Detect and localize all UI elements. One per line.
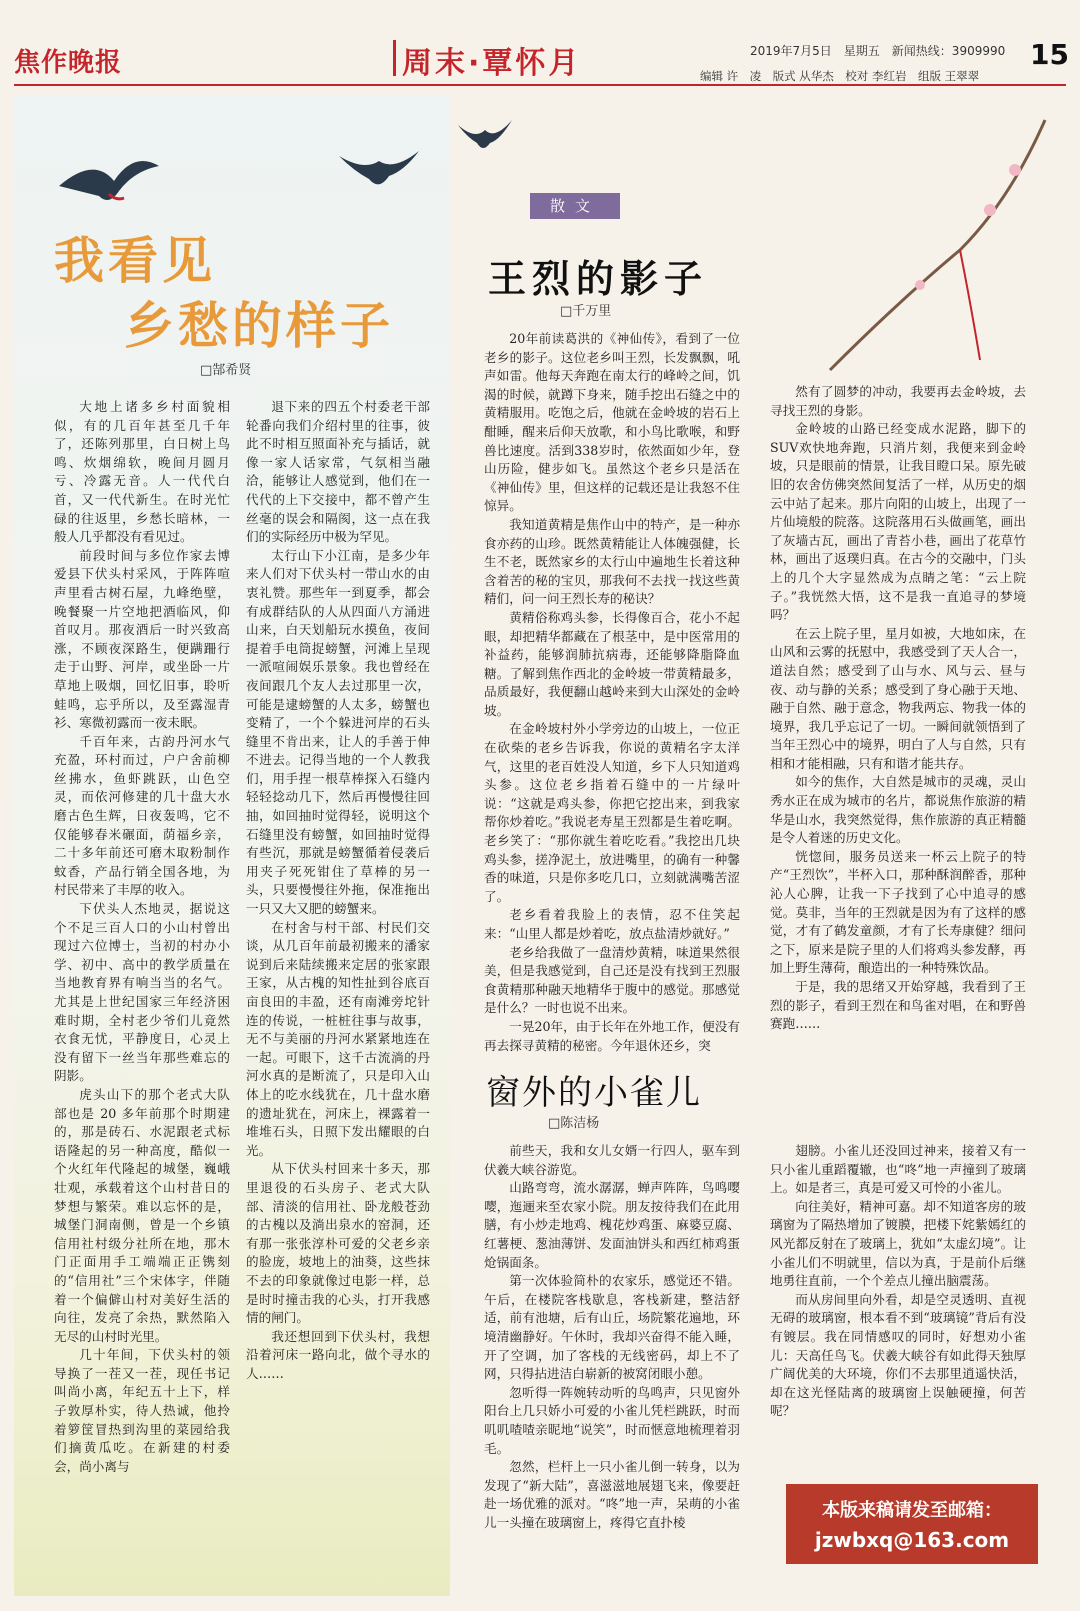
paragraph: 从下伏头村回来十多天，那里退役的石头房子、老式大队部、清淡的信用社、卧龙般苍劲的古槐以及淌出泉水的窑洞，还有那一张张淳朴可爱的父老乡亲的脸庞，坡地上的油葵，这些抹不去的印象就像过电影一样，总是时时撞击我的心头，打开我感情的闸门。 — [246, 1161, 430, 1326]
paragraph: 退下来的四五个村委老干部轮番向我们介绍村里的往事，彼此不时相互照面补充与插话，就像一家人话家常，气氛相当融洽，能够让人感觉到，他们在一代代的上下交接中，都不曾产生丝毫的误会和隔阂，这一点在我们的实际经历中极为罕见。 — [246, 399, 430, 545]
paragraph: 在金岭坡村外小学旁边的山坡上，一位正在砍柴的老乡告诉我，你说的黄精名字太洋气，这里的老百姓没人知道，乡下人只知道鸡头参。这位老乡指着石缝中的一片绿叶说：“这就是鸡头参，你把它挖出来，到我家帮你炒着吃。”我说老寿星王烈都是生着吃啊。老乡笑了：“那你就生着吃吃看。”我挖出几块鸡头参，搓净泥土，放进嘴里，的确有一种馨香的味道，只是你多吃几口，立刻就满嘴苦涩了。 — [484, 721, 740, 904]
article-title: 王烈的影子 — [488, 257, 709, 301]
paragraph: 翅膀。小雀儿还没回过神来，接着又有一只小雀儿重蹈覆辙，也“咚”地一声撞到了玻璃上。如是者三，真是可爱又可怜的小雀儿。 — [770, 1143, 1026, 1196]
paragraph: 前些天，我和女儿女婿一行四人，驱车到伏羲大峡谷游览。 — [484, 1143, 740, 1177]
submission-notice — [786, 1484, 1038, 1564]
paragraph: 20年前读葛洪的《神仙传》，看到了一位老乡的影子。这位老乡叫王烈，长发飘飘，吼声如雷。他每天奔跑在南太行的峰岭之间，饥渴的时候，就蹲下身来，随手挖出石缝之中的黄精服用。吃饱之后，他就在金岭坡的岩石上酣睡，醒来后仰天放歌，和小鸟比歌喉，和野兽比速度。活到338岁时，依然面如少年，登山历险，健步如飞。虽然这个老乡只是活在《神仙传》里，但这样的记载还是让我怒不住惊异。 — [484, 331, 740, 514]
paragraph: 山路弯弯，流水潺潺，蝉声阵阵，鸟鸣嘤嘤，迤逦来至农家小院。朋友按待我们在此用膳，有小炒走地鸡、槐花炒鸡蛋、麻婆豆腐、红薯梗、葱油薄饼、发面油饼头和西红柿鸡蛋炝锅面条。 — [484, 1180, 740, 1270]
section-divider — [393, 40, 396, 76]
swallow-icon — [54, 146, 164, 216]
paragraph: 虎头山下的那个老式大队部也是 20 多年前那个时期建的，那是砖石、水泥跟老式标语隆起的另一种高度，酷似一个火红年代隆起的城堡，巍峨壮观，承载着这个山村昔日的梦想与繁荣。难以忘怀的是，城堡门洞南侧，曾是一个乡镇信用社村级分社所在地，那木门正面用手工端端正正镌刻的“信用社”三个宋体字，伴随着一个偏僻山村对美好生活的向往，发亮了余热，默然陷入无尽的山村时光里。 — [54, 1086, 230, 1344]
article-byline: □陈洁杨 — [548, 1116, 600, 1131]
article-title-line2: 乡愁的样子 — [124, 297, 394, 355]
article-byline: □郜希贤 — [200, 363, 252, 378]
article-panel-left — [14, 96, 450, 1596]
paragraph: 几十年间，下伏头村的领导换了一茬又一茬，现任书记叫尚小离，年纪五十上下，样子敦厚朴实，待人热诚，他拎着箩筐冒热到沟里的菜园给我们摘黄瓜吃。在新建的村委会，尚小离与 — [54, 1347, 230, 1474]
submission-email[interactable]: jzwbxq@163.com — [814, 1528, 1010, 1552]
page-number: 15 — [1030, 38, 1069, 71]
article-column-2 — [770, 1142, 1026, 1421]
paragraph: 在村舍与村干部、村民们交谈，从几百年前最初搬来的潘家说到后来陆续搬来定居的张家跟王家，从古槐的知性扯到谷底百亩良田的丰盈，还有南滩旁坨针连的传说，一桩桩往事与故事，无不与美丽的丹河水紧紧地连在一起。可眼下，这千古流淌的丹河水真的是断流了，只是印入山体上的吃水线犹在，几十盘水磨的遗址犹在，河床上，裸露着一堆堆石头，日照下发出耀眼的白光。 — [246, 919, 430, 1158]
section-title: 周末·覃怀月 — [402, 46, 582, 81]
article-title-line1: 我看见 — [54, 232, 216, 290]
paragraph: 然有了圆梦的冲动，我要再去金岭坡，去寻找王烈的身影。 — [770, 384, 1026, 418]
submission-notice-label: 本版来稿请发至邮箱： — [822, 1500, 1002, 1521]
paragraph: 于是，我的思绪又开始穿越，我看到了王烈的影子，看到王烈在和鸟雀对唱，在和野兽赛跑…… — [770, 979, 1026, 1032]
paragraph: 下伏头人杰地灵，据说这个不足三百人口的小山村曾出现过六位博士，当初的村办小学、初中、高中的教学质量在当地教育界有响当当的名气。尤其是上世纪国家三年经济困难时期，全村老少爷们儿竟然衣食无忧，平静度日，心灵上没有留下一丝当年那些难忘的阴影。 — [54, 901, 230, 1084]
genre-tag: 散文 — [530, 193, 620, 219]
paragraph: 我还想回到下伏头村，我想沿着河床一路向北，做个寻水的人…… — [246, 1328, 430, 1381]
paragraph: 老乡给我做了一盘清炒黄精，味道果然很美，但是我感觉到，自己还是没有找到王烈服食黄精那种融天地精华于腹中的感觉。那感觉是什么？一时也说不出来。 — [484, 944, 740, 1016]
article-column-2 — [246, 398, 430, 1383]
article-column-1 — [484, 330, 740, 1055]
masthead — [0, 0, 1080, 90]
paragraph: 前段时间与多位作家去博爱县下伏头村采风，于阵阵喧声里看古树石屋，九峰绝壁，晚餐聚一片空地把酒临风，仰首叹月。那夜酒后一时兴致高涨，不顾夜深路生，便蹒跚行走于山野、河岸，或坐卧一片草地上吸烟，回忆旧事，聆听蛙鸣，忘乎所以，及至露湿青衫、寒微初露而一夜未眠。 — [54, 547, 230, 731]
paragraph: 如今的焦作，大自然是城市的灵魂，灵山秀水正在成为城市的名片，都说焦作旅游的精华是山水，我突然觉得，焦作旅游的真正精髓是令人着迷的历史文化。 — [770, 774, 1026, 846]
staff-line: 编辑 许 凌 版式 从华杰 校对 李红岩 组版 王翠翠 — [700, 69, 980, 83]
paragraph: 而从房间里向外看，却是空灵透明、直视无碍的玻璃窗，根本看不到“玻璃镜”背后有没有镀层。我在同情感叹的同时，好想劝小雀儿：天高任鸟飞。伏羲大峡谷有如此得天独厚广阔优美的大环境，你们不去那里逍遥快活，却在这光怪陆离的玻璃窗上误触硬撞，何苦呢？ — [770, 1291, 1026, 1419]
paragraph: 一晃20年，由于长年在外地工作，便没有再去探寻黄精的秘密。今年退休还乡，突 — [484, 1018, 740, 1053]
swallow-icon — [334, 141, 424, 201]
plum-branch-icon — [820, 100, 1050, 380]
article-column-2 — [770, 383, 1026, 1034]
paragraph: 老乡看着我脸上的表情，忍不住笑起来：“山里人都是炒着吃，放点盐清炒就好。” — [484, 907, 740, 941]
paragraph: 我知道黄精是焦作山中的特产，是一种亦食亦药的山珍。既然黄精能让人体魄强健，长生不老，既然家乡的太行山中遍地生长着这种含着苦的秘的宝贝，那我何不去找一找这些黄精们，问一问王烈长寿的秘诀？ — [484, 516, 740, 607]
article-column-1 — [54, 398, 230, 1476]
paragraph: 第一次体验简朴的农家乐，感觉还不错。午后，在楼院客栈歇息，客栈新建，整洁舒适，前有池塘，后有山丘，场院繁花遍地，环境清幽静好。午休时，我却兴奋得不能入睡，开了空调，加了客栈的无线密码，却上不了网，只得拈进洁白崭新的被窝闭眼小憩。 — [484, 1273, 740, 1382]
paragraph: 千百年来，古韵丹河水气充盈，环村而过，户户舍前柳丝拂水，鱼虾跳跃，山色空灵，而依河修建的几十盘大水磨古色生辉，日夜轰鸣，它不仅能够春米碾面，荫福乡亲，二十多年前还可磨木取粉制作蚊香，产品行销全国各地，为村民带来了丰厚的收入。 — [54, 733, 230, 898]
article-byline: □千万里 — [560, 304, 612, 319]
swallow-icon — [455, 115, 515, 155]
paragraph: 金岭坡的山路已经变成水泥路，脚下的SUV欢快地奔跑，只消片刻，我便来到金岭坡，只是眼前的情景，让我目瞪口呆。原先破旧的农舍仿佛突然间复活了一样，从历史的烟云中站了起来。那片向阳的山坡上，出现了一片仙境般的院落。这院落用石头做画笔，画出了灰墙古瓦，画出了青苔小巷，画出了花草竹林，画出了返璞归真。在古今的交融中，门头上的几个大字显然成为点睛之笔：“云上院子。”我恍然大悟，这不是我一直追寻的梦境吗？ — [770, 421, 1026, 623]
paragraph: 恍惚间，服务员送来一杯云上院子的特产“王烈饮”，半杯入口，那种酥润醉香，那种沁人心脾，让我一下子找到了心中追寻的感觉。莫非，当年的王烈就是因为有了这样的感觉，才有了鹤发童颜，才有了长寿康健？细问之下，原来是院子里的人们将鸡头参发酵，再加上野生薄荷，酿造出的一种特殊饮品。 — [770, 848, 1026, 976]
newspaper-brand: 焦作晚报 — [14, 48, 123, 78]
paragraph: 在云上院子里，星月如被，大地如床，在山风和云雾的抚慰中，我感受到了天人合一，道法自然；感受到了山与水、风与云、昼与夜、动与静的关系；感受到了身心融于天地、融于自然、融于意念，物我两忘、物我一体的境界，我几乎忘记了一切。一瞬间就领悟到了当年王烈心中的境界，明白了人与自然，只有相和才能相融，只有和谐才能共存。 — [770, 625, 1026, 771]
paragraph: 大地上诸多乡村面貌相似，有的几百年甚至几千年了，还陈列那里，白日树上鸟鸣、炊烟绵软，晚间月圆月亏、冷露无音。人一代代白首，又一代代新生。在时光忙碌的往返里，乡愁长暗林，一般人几乎都没有看见过。 — [54, 399, 230, 545]
paragraph: 忽然，栏杆上一只小雀儿倒一转身，以为发现了“新大陆”，喜滋滋地展翅飞来，像要赶赴一场优雅的派对。“咚”地一声，呆萌的小雀儿一头撞在玻璃窗上，疼得它直扑棱 — [484, 1459, 740, 1530]
paragraph: 忽听得一阵婉转动听的鸟鸣声，只见窗外阳台上几只娇小可爱的小雀儿凭栏跳跃，时而叽叽喳喳亲昵地“说笑”，时而惬意地梳理着羽毛。 — [484, 1384, 740, 1456]
date-line: 2019年7月5日 星期五 新闻热线：3909990 — [750, 44, 1006, 58]
article-title: 窗外的小雀儿 — [486, 1073, 702, 1113]
header-rule — [14, 84, 1066, 86]
paragraph: 黄精俗称鸡头参，长得像百合，花小不起眼，却把精华都藏在了根茎中，是中医常用的补益药，能够润肺抗病毒，还能够降脂降血糖。了解到焦作西北的金岭坡一带黄精最多，品质最好，我便翻山越岭来到大山深处的金岭坡。 — [484, 609, 740, 718]
article-column-1 — [484, 1142, 740, 1532]
paragraph: 太行山下小江南，是多少年来人们对下伏头村一带山水的由衷礼赞。那些年一到夏季，都会有成群结队的人从四面八方涌进山来，白天划船玩水摸鱼，夜间提着手电筒捉螃蟹，河滩上呈现一派喧闹娱乐景象。我也曾经在夜间跟几个友人去过那里一次，可能是逮螃蟹的人太多，螃蟹也变精了，一个个躲进河岸的石头缝里不肯出来，让人的手善于伸不进去。记得当地的一个人教我们，用手捏一根草棒探入石缝内轻轻捻动几下，然后再慢慢往回抽，如回抽时觉得轻，说明这个石缝里没有螃蟹，如回抽时觉得有些沉，那就是螃蟹循着侵袭后用夹子死死钳住了草棒的另一头，只要慢慢往外拖，保准拖出一只又大又肥的螃蟹来。 — [246, 547, 430, 917]
paragraph: 向往美好，精神可嘉。却不知道客房的玻璃窗为了隔热增加了镀膜，把楼下姹紫嫣红的风光都反射在了玻璃上，犹如“太虚幻境”。让小雀儿们不明就里，信以为真，于是前仆后继地勇往直前，一个个差点儿撞出脑震荡。 — [770, 1198, 1026, 1289]
